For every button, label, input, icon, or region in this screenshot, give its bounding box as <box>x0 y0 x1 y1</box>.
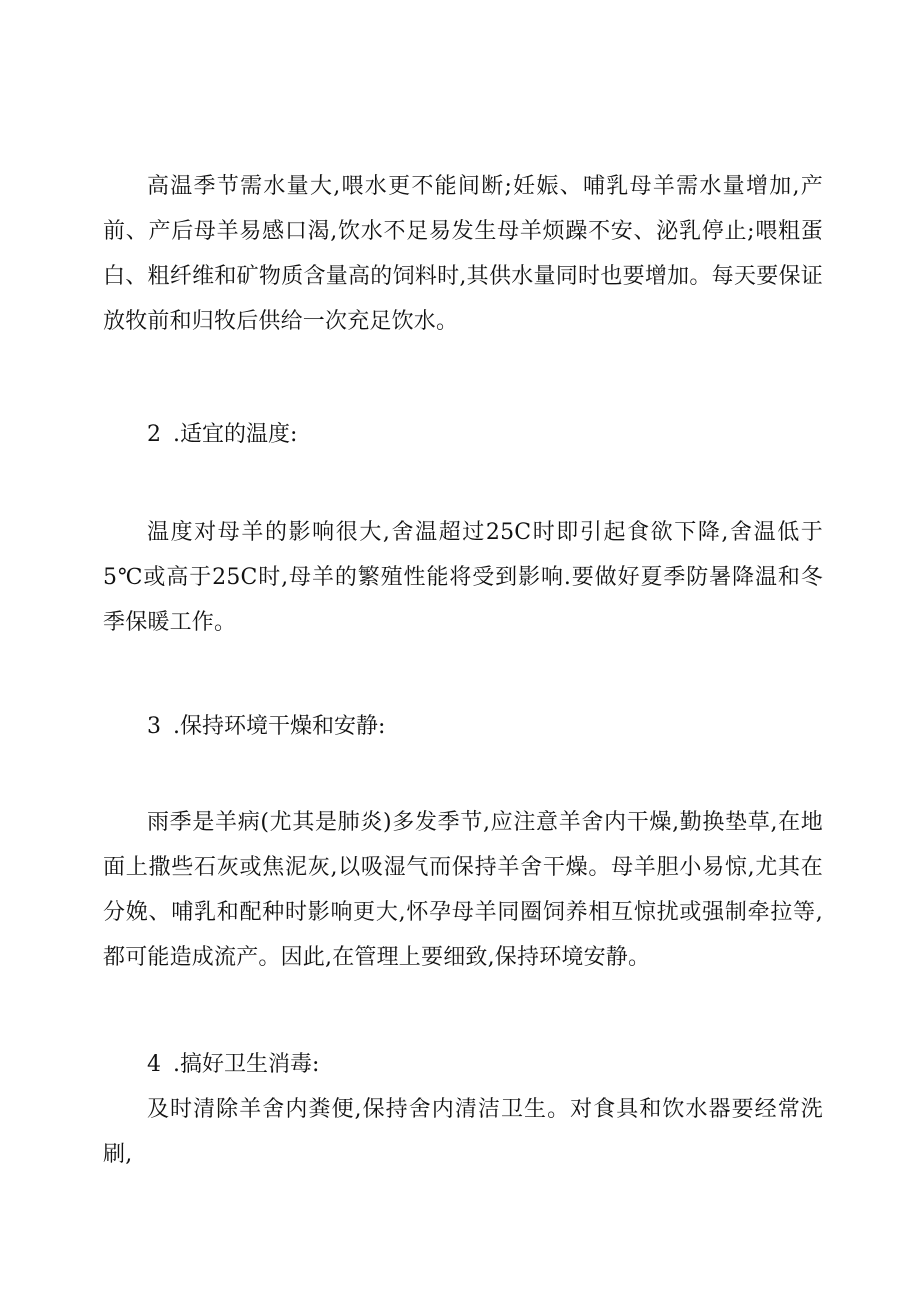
paragraph-water-supply: 高温季节需水量大,喂水更不能间断;妊娠、哺乳母羊需水量增加,产前、产后母羊易感口渴,饮水不足易发生母羊烦躁不安、泌乳停止;喂粗蛋白、粗纤维和矿物质含量高的饲料时,其供水量同时也要增加。每天要保证放牧前和归牧后供给一次充足饮水。 <box>103 174 823 334</box>
section-heading-dry-quiet <box>147 712 385 742</box>
paragraph-temperature: 温度对母羊的影响很大,舍温超过25C时即引起食欲下降,舍温低于5℃或高于25C时,母羊的繁殖性能将受到影响.要做好夏季防暑降温和冬季保暖工作。 <box>103 520 823 635</box>
section-number: 2 <box>147 422 161 447</box>
section-title: .保持环境干燥和安静: <box>173 714 386 739</box>
section-number: 4 <box>147 1052 161 1077</box>
section-heading-hygiene <box>147 1050 319 1080</box>
section-title: .搞好卫生消毒: <box>173 1052 320 1077</box>
section-heading-temperature <box>147 420 297 450</box>
section-number: 3 <box>147 714 161 739</box>
paragraph-hygiene: 及时清除羊舍内粪便,保持舍内清洁卫生。对食具和饮水器要经常洗刷, <box>103 1097 823 1167</box>
section-title: .适宜的温度: <box>173 422 298 447</box>
paragraph-dry-quiet: 雨季是羊病(尤其是肺炎)多发季节,应注意羊舍内干燥,勤换垫草,在地面上撒些石灰或焦泥灰,以吸湿气而保持羊舍干燥。母羊胆小易惊,尤其在分娩、哺乳和配种时影响更大,怀孕母羊同圈饲养相互惊扰或强制牵拉等,都可能造成流产。因此,在管理上要细致,保持环境安静。 <box>103 810 823 970</box>
